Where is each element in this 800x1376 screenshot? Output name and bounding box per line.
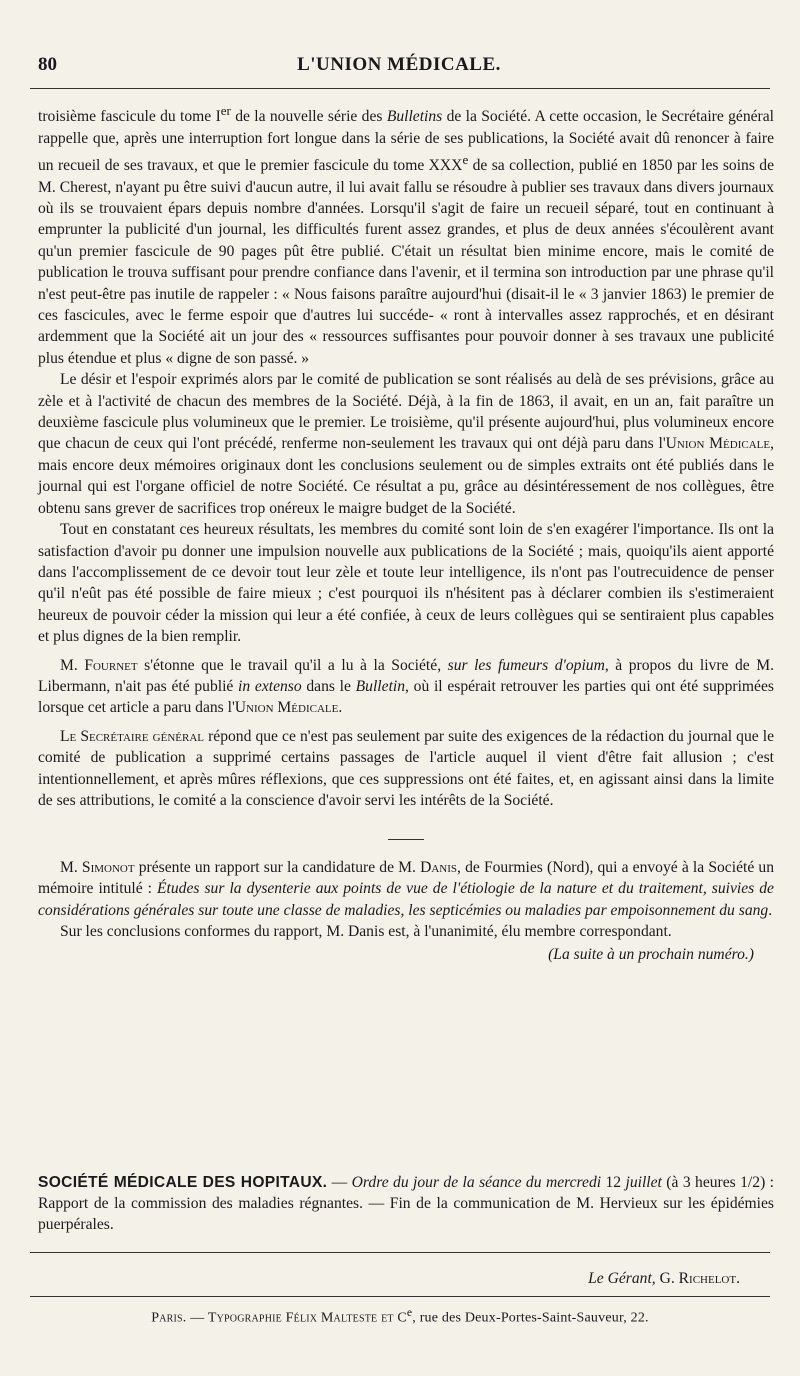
imprint-city: Paris.	[151, 1310, 187, 1326]
text-segment: de la nouvelle série des	[230, 108, 387, 126]
text-segment: Tout en constatant ces heureux résultats, les membres du comité sont loin de s'en exagérer l'importance. Ils ont la satisfaction d'avoir pu donner une impulsion nouvelle aux publications de la Société ; mais, quoiqu'ils aient apporté dans l'accomplissement de ce devoir tout leur zèle et toute leur intelligence, ils n'ont pas l'outrecuidence de penser qu'il n'eût pas été possible de faire mieux ; c'est pourquoi ils n'hésitent pas à déclarer combien ils s'estimeraient heureux de pouvoir céder la mission qui leur a été confiée, à ceux de leurs collègues qui se sentiraient plus capables et plus dignes de la bien remplir.	[38, 521, 774, 646]
text-segment: Bulletin	[355, 677, 406, 695]
paragraph	[38, 369, 774, 519]
text-segment: , à propos du livre de M. Libermann, n'ait pas été publié	[38, 656, 774, 695]
imprint-footer	[0, 1306, 800, 1327]
imprint-sup: e	[406, 1306, 413, 1319]
page-number: 80	[38, 54, 57, 75]
text-segment: Sur les conclusions conformes du rapport, M. Danis est, à l'unanimité, élu membre correspondant.	[60, 923, 672, 940]
text-segment: .	[768, 901, 773, 919]
header-rule	[30, 88, 770, 89]
text-segment: répond que ce n'est pas seulement par suite des exigences de la rédaction du journal que le comité de publication a supprimé certains passages de l'article auquel il vient d'être fait allusion ; c'est intentionnellement, et après mûres réflexions, que ces suppressions ont été faites, et, en agissant ainsi dans la limite de ses attributions, le comité a la conscience d'avoir servi les intérêts de la Société.	[38, 727, 775, 809]
signature-label: Le Gérant,	[588, 1270, 656, 1287]
signature-name: G. Richelot.	[659, 1270, 740, 1287]
running-title: L'UNION MÉDICALE.	[297, 54, 501, 75]
societe-dash: —	[327, 1174, 352, 1191]
text-segment: Simonot	[81, 858, 135, 876]
societe-announcement	[38, 1172, 774, 1235]
text-segment: dans le	[301, 677, 356, 695]
article-body	[38, 100, 774, 966]
signature-rule-bottom	[30, 1296, 770, 1297]
text-segment: .	[338, 699, 343, 717]
societe-month: juillet	[625, 1174, 662, 1191]
signature	[588, 1270, 740, 1288]
signature-rule-top	[30, 1252, 770, 1253]
text-segment: Union Médicale	[234, 699, 339, 717]
text-segment: Études sur la dysenterie aux points de vue de l'étiologie de la nature et du traitement, suivies de considérations générales sur toute une classe de maladies, les septicémies ou maladies par empoisonnement du sang	[38, 880, 774, 919]
text-segment: e	[462, 152, 469, 167]
text-segment: Danis	[420, 858, 458, 876]
text-segment: Le Secrétaire général	[60, 727, 205, 745]
text-segment: M.	[60, 656, 85, 674]
page-header	[38, 54, 760, 86]
continuation-note: (La suite à un prochain numéro.)	[548, 946, 754, 964]
text-segment: Fournet	[84, 656, 138, 674]
imprint-address: , rue des Deux-Portes-Saint-Sauveur, 22.	[412, 1310, 649, 1326]
text-segment: , où il espérait retrouver les parties qui ont été supprimées lorsque cet article a paru dans l'	[38, 677, 774, 717]
societe-agenda: (à 3 heures 1/2) : Rapport de la commission des maladies régnantes. — Fin de la communication de M. Hervieux sur les épidémies puerpérales.	[38, 1174, 775, 1233]
section-separator	[38, 825, 774, 846]
societe-date: 12	[601, 1174, 626, 1191]
text-segment: de sa collection, publié en 1850 par les soins de M. Cherest, n'ayant pu être suivi d'aucun autre, il lui avait fallu se résoudre à publier ses travaux dans divers journaux où ils se trouvaient épars depuis nombre d'années. Lorsqu'il s'agit de faire un recueil séparé, tout en continuant à emprunter la publicité d'un journal, les difficultés furent assez grandes, et plus de deux années s'écoulèrent avant qu'un premier fascicule de 90 pages pût être publié. C'était un résultat bien minime encore, mais le comité de publication le trouva suffisant pour prendre confiance dans l'avenir, et il termina son introduction par une phrase qu'il n'est peut-être pas inutile de rappeler : « Nous faisons paraître aujourd'hui (disait-il le « 3 janvier 1863) le premier de ces fascicules, avec le ferme espoir que d'autres lui succéde- « ront à intervalles assez rapprochés, et en désirant ardemment que la Société ait un jour des « ressources suffisantes pour pouvoir donner à ses travaux une publicité plus étendue et plus « digne de son passé. »	[38, 157, 774, 367]
text-segment: er	[220, 103, 231, 118]
societe-order: Ordre du jour de la séance du mercredi	[351, 1174, 602, 1191]
text-segment: , de Fourmies (Nord), qui a envoyé à la Société un mémoire intitulé :	[38, 858, 774, 898]
imprint-text: — Typographie Félix Malteste et C	[186, 1310, 407, 1326]
paragraph	[38, 921, 774, 942]
text-segment: Le désir et l'espoir exprimés alors par le comité de publication se sont réalisés au delà de ses prévisions, grâce au zèle et à l'activité de chacun des membres de la Société. Déjà, à la fin de 1863, il avait, en un an, fait paraître un deuxième fascicule plus volumineux que le premier. Le troisième, qu'il présente aujourd'hui, plus volumineux encore que chacun de ceux qui l'ont précédé, renferme non-seulement les travaux qui ont déjà paru dans l'	[38, 371, 774, 453]
text-segment: in extenso	[238, 677, 302, 695]
paragraph	[38, 726, 774, 812]
text-segment: sur les fumeurs d'opium	[447, 656, 605, 674]
paragraph	[38, 519, 774, 647]
paragraph	[38, 857, 774, 921]
text-segment: Bulletins	[386, 108, 443, 126]
societe-heading: SOCIÉTÉ MÉDICALE DES HOPITAUX.	[38, 1174, 328, 1191]
paragraph	[38, 655, 774, 719]
text-segment: Union Médicale	[665, 435, 771, 453]
text-segment: , mais encore deux mémoires originaux dont les conclusions seulement ou de simples extraits ont été publiés dans le journal qui est l'organe officiel de notre Société. Ce résultat a pu, grâce au désintéressement de nos collègues, être obtenu sans grever de sacrifices trop onéreux le maigre budget de la Société.	[38, 435, 774, 517]
paragraph	[38, 100, 774, 369]
text-segment: M.	[60, 858, 82, 876]
text-segment: de la Société. A cette occasion, le Secrétaire général rappelle que, après une interruption fort longue dans la série de ses publications, la Société avait dû renoncer à faire un recueil de ses travaux, et que le premier fascicule du tome XXX	[38, 108, 774, 175]
text-segment: s'étonne que le travail qu'il a lu à la Société,	[137, 656, 448, 674]
text-segment: présente un rapport sur la candidature de M.	[134, 858, 421, 876]
text-segment: troisième fascicule du tome I	[38, 108, 221, 126]
